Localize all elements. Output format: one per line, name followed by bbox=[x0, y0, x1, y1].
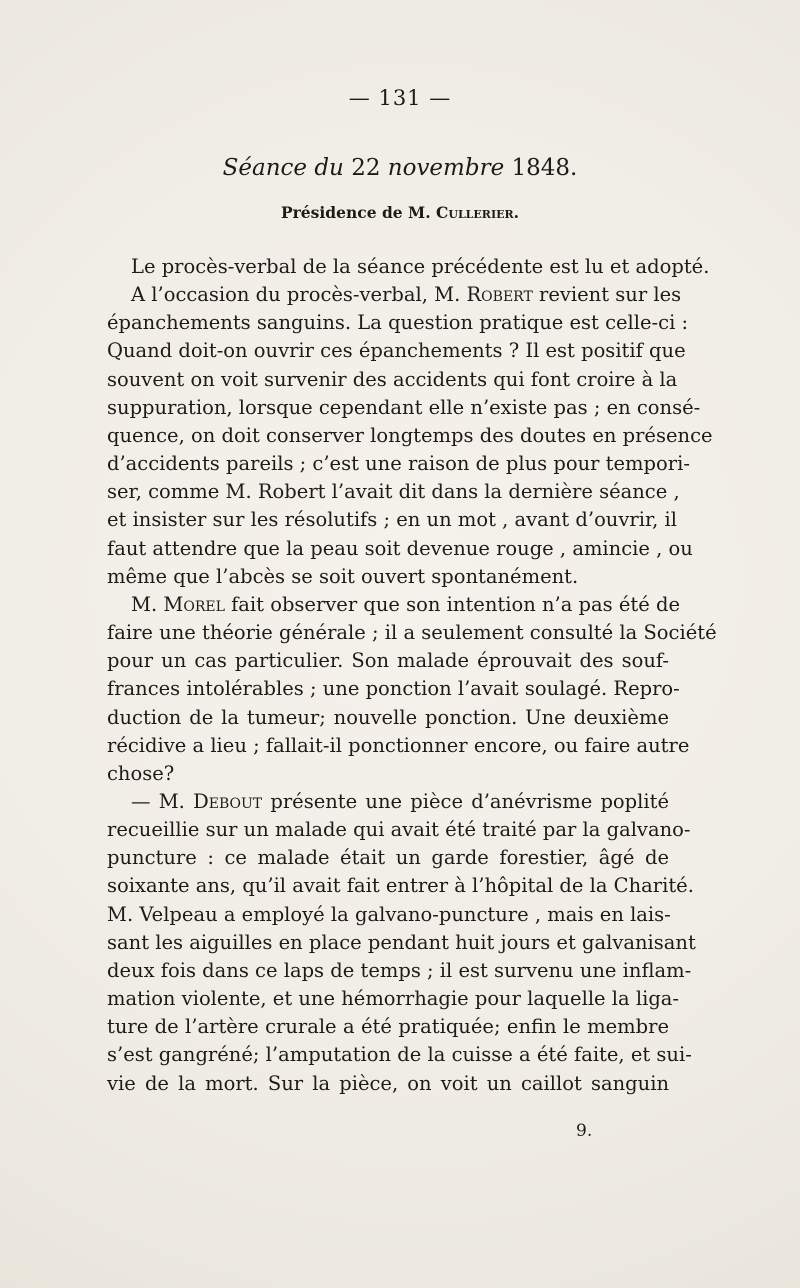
body-line: quence, on doit conserver longtemps des doutes en présence bbox=[107, 423, 713, 447]
body-line: A l’occasion du procès-verbal, M. Robert revient sur les bbox=[131, 283, 682, 307]
body-line: suppuration, lorsque cependant elle n’existe pas ; en consé- bbox=[107, 395, 701, 419]
body-line: puncture : ce malade était un garde forestier, âgé de bbox=[107, 846, 669, 870]
body-line: M. Morel fait observer que son intention n’a pas été de bbox=[131, 592, 680, 616]
body-line: récidive a lieu ; fallait-il ponctionner encore, ou faire autre bbox=[107, 733, 690, 757]
body-line: frances intolérables ; une ponction l’avait soulagé. Repro- bbox=[107, 677, 680, 701]
body-line: M. Velpeau a employé la galvano-puncture , mais en lais- bbox=[107, 902, 671, 926]
session-day: 22 bbox=[351, 155, 381, 181]
body-line: s’est gangréné; l’amputation de la cuisse a été faite, et sui- bbox=[107, 1043, 692, 1067]
speaker-name: Debout bbox=[193, 789, 263, 813]
body-line: épanchements sanguins. La question pratique est celle-ci : bbox=[107, 311, 689, 335]
body-line: sant les aiguilles en place pendant huit jours et galvanisant bbox=[107, 930, 696, 954]
body-line: soixante ans, qu’il avait fait entrer à l’hôpital de la Charité. bbox=[107, 874, 694, 898]
body-line: Quand doit-on ouvrir ces épanchements ? Il est positif que bbox=[107, 339, 686, 363]
session-title bbox=[0, 155, 800, 181]
session-year: 1848. bbox=[511, 155, 578, 181]
president-name: Cullerier. bbox=[436, 203, 520, 222]
body-line: recueillie sur un malade qui avait été traité par la galvano- bbox=[107, 818, 691, 842]
body-line: souvent on voit survenir des accidents qui font croire à la bbox=[107, 367, 678, 391]
signature-mark: 9. bbox=[576, 1121, 593, 1141]
session-month: novembre bbox=[387, 155, 505, 181]
session-prefix: Séance du bbox=[222, 155, 344, 181]
body-line: duction de la tumeur; nouvelle ponction. Une deuxième bbox=[107, 705, 669, 729]
body-line: Le procès-verbal de la séance précédente est lu et adopté. bbox=[131, 255, 710, 278]
body-text bbox=[107, 253, 717, 1098]
presidency-prefix: Présidence de M. bbox=[280, 203, 431, 222]
body-line: mation violente, et une hémorrhagie pour laquelle la liga- bbox=[107, 987, 680, 1011]
body-line: et insister sur les résolutifs ; en un mot , avant d’ouvrir, il bbox=[107, 508, 677, 532]
body-line: vie de la mort. Sur la pièce, on voit un caillot sanguin bbox=[107, 1071, 669, 1095]
body-line: deux fois dans ce laps de temps ; il est survenu une inflam- bbox=[107, 958, 692, 982]
body-line: chose? bbox=[107, 761, 175, 785]
speaker-name: Robert bbox=[466, 283, 533, 307]
body-line: pour un cas particulier. Son malade éprouvait des souf- bbox=[107, 649, 669, 673]
presidency-line bbox=[0, 203, 800, 222]
page-number: — 131 — bbox=[348, 86, 452, 110]
body-line: ser, comme M. Robert l’avait dit dans la dernière séance , bbox=[107, 480, 680, 504]
body-line: — M. Debout présente une pièce d’anévrisme poplité bbox=[131, 789, 669, 813]
body-line: faut attendre que la peau soit devenue rouge , amincie , ou bbox=[107, 536, 693, 560]
body-line: même que l’abcès se soit ouvert spontanément. bbox=[107, 564, 579, 588]
body-line: d’accidents pareils ; c’est une raison de plus pour tempori- bbox=[107, 452, 690, 476]
body-line: ture de l’artère crurale a été pratiquée; enfin le membre bbox=[107, 1015, 669, 1039]
speaker-name: Morel bbox=[163, 592, 225, 616]
body-line: faire une théorie générale ; il a seulement consulté la Société bbox=[107, 621, 717, 645]
